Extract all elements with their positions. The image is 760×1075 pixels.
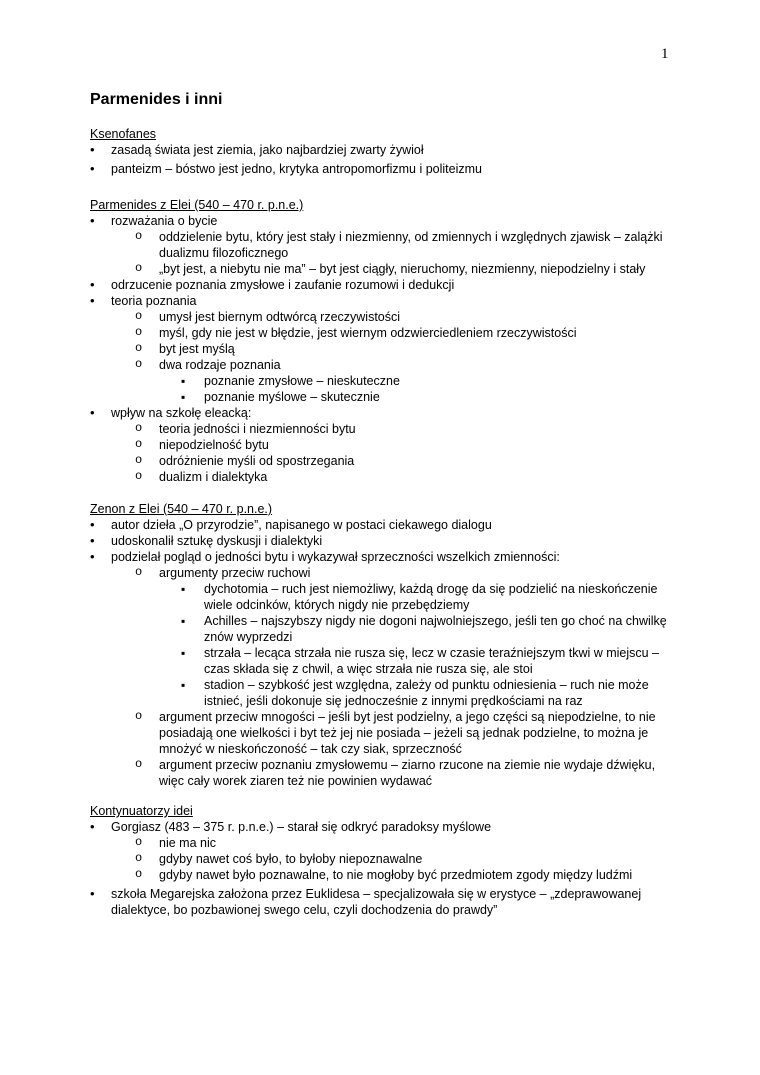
list-item: ▪ poznanie myślowe – skutecznie xyxy=(181,389,680,405)
section-kontynuatorzy xyxy=(90,803,680,918)
list-item: o oddzielenie bytu, który jest stały i niezmienny, od zmiennych i względnych zjawisk – zalążki dualizmu filozoficznego xyxy=(135,229,680,261)
list-item-text: Gorgiasz (483 – 375 r. p.n.e.) – starał się odkryć paradoksy myślowe xyxy=(111,820,492,834)
list-item: o gdyby nawet było poznawalne, to nie mogłoby być przedmiotem zgody między ludźmi xyxy=(135,867,680,883)
list-item xyxy=(135,565,680,709)
section-ksenofanes xyxy=(90,126,680,177)
list-item: • szkoła Megarejska założona przez Euklidesa – specjalizowała się w erystyce – „zdeprawowanej dialektyce, bo pozbawionej swego celu, czyli dochodzenia do prawdy” xyxy=(90,886,680,918)
list-item: o „byt jest, a niebytu nie ma” – byt jest ciągły, nieruchomy, niezmienny, niepodzielny i stały xyxy=(135,261,680,277)
list-item: ▪ poznanie zmysłowe – nieskuteczne xyxy=(181,373,680,389)
list-item: • zasadą świata jest ziemia, jako najbardziej zwarty żywioł xyxy=(90,142,680,158)
list-item xyxy=(135,357,680,405)
list-item: ▪ stadion – szybkość jest względna, zależy od punktu odniesienia – ruch nie może istnieć, jeśli dokonuje się jednocześnie z innymi prędkościami na raz xyxy=(181,677,680,709)
list-item: o odróżnienie myśli od spostrzegania xyxy=(135,453,680,469)
document-title: Parmenides i inni xyxy=(90,91,223,108)
list-item: o niepodzielność bytu xyxy=(135,437,680,453)
list-item-text: dwa rodzaje poznania xyxy=(159,358,281,372)
list-item-text: teoria poznania xyxy=(111,294,197,308)
list-item-text: wpływ na szkołę eleacką: xyxy=(111,406,252,420)
list-item xyxy=(90,213,680,277)
section-heading: Ksenofanes xyxy=(90,127,157,141)
page-number: 1 xyxy=(661,46,669,62)
section-zenon xyxy=(90,501,680,789)
list-item: o teoria jedności i niezmienności bytu xyxy=(135,421,680,437)
list-item: ▪ Achilles – najszybszy nigdy nie dogoni najwolniejszego, jeśli ten go choć na chwilkę znów wyprzedzi xyxy=(181,613,680,645)
list-item: o byt jest myślą xyxy=(135,341,680,357)
section-heading: Kontynuatorzy idei xyxy=(90,804,193,818)
list-item: o argument przeciw mnogości – jeśli byt jest podzielny, a jego części są niepodzielne, to nie posiadają one wielkości i byt też jej nie posiada – jeżeli są jednak podzielne, to można je mnożyć w nieskończoność – tak czy siak, sprzeczność xyxy=(135,709,680,757)
list-item xyxy=(90,819,680,883)
list-item-text: argumenty przeciw ruchowi xyxy=(159,566,311,580)
list-item-text: rozważania o bycie xyxy=(111,214,218,228)
list-item: ▪ dychotomia – ruch jest niemożliwy, każdą drogę da się podzielić na nieskończenie wiele odcinków, których nigdy nie przebędziemy xyxy=(181,581,680,613)
list-item xyxy=(90,293,680,405)
section-heading: Zenon z Elei (540 – 470 r. p.n.e.) xyxy=(90,502,273,516)
list-item: • odrzucenie poznania zmysłowe i zaufanie rozumowi i dedukcji xyxy=(90,277,680,293)
list-item: ▪ strzała – lecąca strzała nie rusza się, lecz w czasie teraźniejszym tkwi w miejscu – czas składa się z chwil, a więc strzała nie rusza się, ale stoi xyxy=(181,645,680,677)
list-item-text: podzielał pogląd o jedności bytu i wykazywał sprzeczności wszelkich zmienności: xyxy=(111,550,560,564)
list-item: o umysł jest biernym odtwórcą rzeczywistości xyxy=(135,309,680,325)
section-heading: Parmenides z Elei (540 – 470 r. p.n.e.) xyxy=(90,198,304,212)
list-item xyxy=(90,549,680,789)
section-parmenides xyxy=(90,197,680,485)
list-item: • panteizm – bóstwo jest jedno, krytyka antropomorfizmu i politeizmu xyxy=(90,161,680,177)
list-item: o gdyby nawet coś było, to byłoby niepoznawalne xyxy=(135,851,680,867)
list-item: • autor dzieła „O przyrodzie”, napisanego w postaci ciekawego dialogu xyxy=(90,517,680,533)
document-body xyxy=(90,89,680,918)
list-item: o argument przeciw poznaniu zmysłowemu – ziarno rzucone na ziemie nie wydaje dźwięku, więc cały worek ziaren też nie powinien wydawać xyxy=(135,757,680,789)
list-item xyxy=(90,405,680,485)
list-item: o nie ma nic xyxy=(135,835,680,851)
list-item: o myśl, gdy nie jest w błędzie, jest wiernym odzwierciedleniem rzeczywistości xyxy=(135,325,680,341)
list-item: • udoskonalił sztukę dyskusji i dialektyki xyxy=(90,533,680,549)
list-item: o dualizm i dialektyka xyxy=(135,469,680,485)
